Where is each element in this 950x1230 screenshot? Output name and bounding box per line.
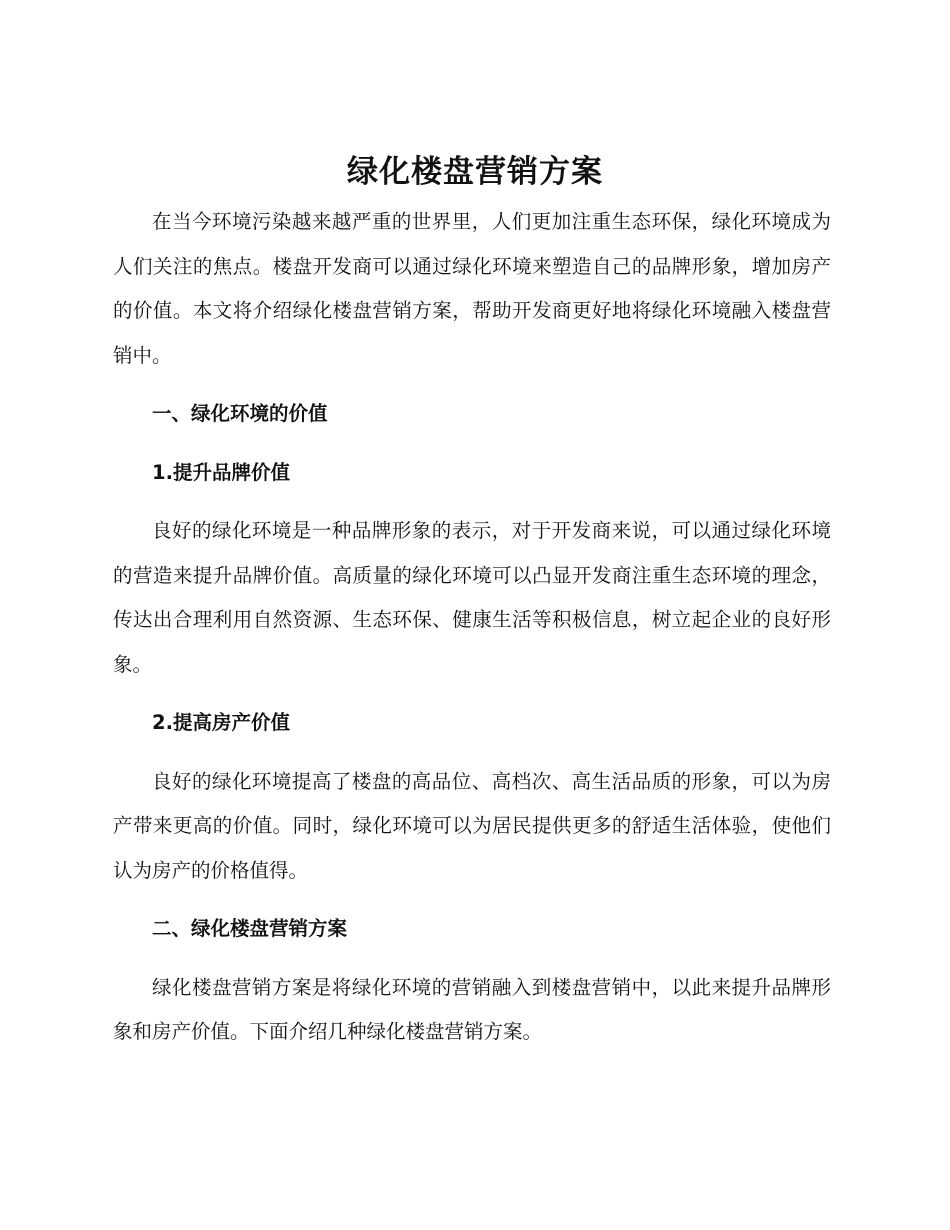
section-2-heading: 二、绿化楼盘营销方案 bbox=[152, 917, 348, 940]
subsection-1-2-paragraph: 良好的绿化环境提高了楼盘的高品位、高档次、高生活品质的形象，可以为房产带来更高的价值。同时，绿化环境可以为居民提供更多的舒适生活体验，使他们认为房产的价格值得。 bbox=[113, 769, 831, 882]
document-title: 绿化楼盘营销方案 bbox=[347, 154, 603, 190]
subsection-1-1-paragraph: 良好的绿化环境是一种品牌形象的表示，对于开发商来说，可以通过绿化环境的营造来提升品牌价值。高质量的绿化环境可以凸显开发商注重生态环境的理念，传达出合理利用自然资源、生态环保、健康生活等积极信息，树立起企业的良好形象。 bbox=[113, 519, 831, 676]
section-2-paragraph: 绿化楼盘营销方案是将绿化环境的营销融入到楼盘营销中，以此来提升品牌形象和房产价值。下面介绍几种绿化楼盘营销方案。 bbox=[113, 975, 831, 1043]
section-1-heading: 一、绿化环境的价值 bbox=[152, 402, 328, 425]
subsection-1-1-heading: 1.提升品牌价值 bbox=[152, 460, 290, 484]
subsection-1-2-heading: 2.提高房产价值 bbox=[152, 711, 290, 734]
document-body bbox=[113, 200, 831, 1055]
intro-paragraph: 在当今环境污染越来越严重的世界里，人们更加注重生态环保，绿化环境成为人们关注的焦点。楼盘开发商可以通过绿化环境来塑造自己的品牌形象，增加房产的价值。本文将介绍绿化楼盘营销方案，帮助开发商更好地将绿化环境融入楼盘营销中。 bbox=[113, 210, 831, 367]
